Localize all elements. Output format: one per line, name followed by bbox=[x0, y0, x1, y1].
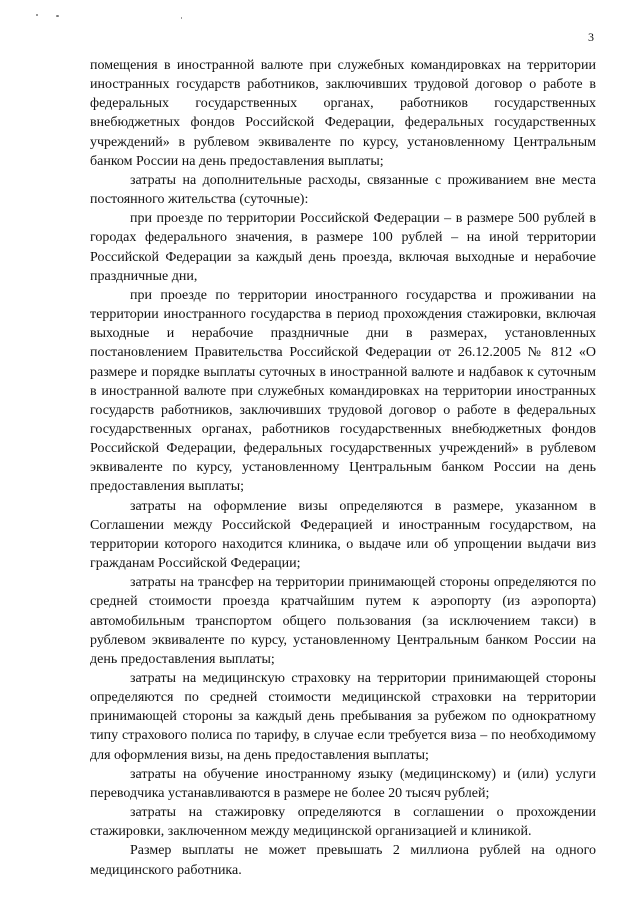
page-number: 3 bbox=[588, 30, 594, 44]
paragraph-visa-costs: затраты на оформление визы определяются в размере, указанном в Соглашении между Российской Федерацией и иностранным государством, на территории которого находится клиника, о выдаче или об упрощении выдачи виз гражданам Российской Федерации; bbox=[90, 498, 596, 572]
paragraph-internship-costs: затраты на стажировку определяются в соглашении о прохождении стажировки, заключенном между медицинской организацией и клиникой. bbox=[90, 805, 596, 840]
paragraph-continuation: помещения в иностранной валюте при служебных командировках на территории иностранных государств работников, заключивших трудовой договор о работе в федеральных государственных органах, работников государственных внебюджетных фондов Российской Федерации, федеральных государственных учреждений» в рублевом эквиваленте по курсу, установленному Центральным банком России на день предоставления выплаты; bbox=[90, 58, 596, 169]
paragraph-domestic-travel: при проезде по территории Российской Федерации – в размере 500 рублей в городах федерального значения, в размере 100 рублей – на иной территории Российской Федерации за каждый день проезда, включая выходные и нерабочие праздничные дни, bbox=[90, 211, 596, 284]
scan-speck bbox=[181, 17, 182, 19]
scan-speck bbox=[56, 15, 59, 17]
scan-speck bbox=[36, 14, 38, 16]
paragraph-foreign-travel: при проезде по территории иностранного государства и проживании на территории иностранного государства в период прохождения стажировки, включая выходные и нерабочие праздничные дни в размерах, установленных постановлением Правительства Российской Федерации от 26.12.2005 № 812 «О размере и порядке выплаты суточных в иностранной валюте и надбавок к суточным в иностранной валюте при служебных командировках на территории иностранных государств работников, заключивших трудовой договор о работе в федеральных государственных органах, работников государственных внебюджетных фондов Российской Федерации, федеральных государственных учреждений» в рублевом эквиваленте по курсу, установленному Центральным банком России на день предоставления выплаты; bbox=[90, 287, 596, 495]
paragraph-payment-limit: Размер выплаты не может превышать 2 миллиона рублей на одного медицинского работника. bbox=[90, 843, 596, 878]
paragraph-medical-insurance: затраты на медицинскую страховку на территории принимающей стороны определяются по средней стоимости медицинской страховки на территории принимающей стороны за каждый день пребывания за рубежом по однократному типу страхового полиса по тарифу, в случае если требуется виза – по необходимому для оформления визы, на день предоставления выплаты; bbox=[90, 671, 596, 763]
document-body bbox=[90, 56, 596, 880]
paragraph-language-training: затраты на обучение иностранному языку (медицинскому) и (или) услуги переводчика устанавливаются в размере не более 20 тысяч рублей; bbox=[90, 766, 596, 801]
paragraph-daily-allowance: затраты на дополнительные расходы, связанные с проживанием вне места постоянного жительства (суточные): bbox=[90, 172, 596, 208]
paragraph-transfer-costs: затраты на трансфер на территории принимающей стороны определяются по средней стоимости проезда кратчайшим путем к аэропорту (из аэропорта) автомобильным транспортом общего пользования (за исключением такси) в рублевом эквиваленте по курсу, установленному Центральным банком России на день предоставления выплаты; bbox=[90, 575, 596, 667]
